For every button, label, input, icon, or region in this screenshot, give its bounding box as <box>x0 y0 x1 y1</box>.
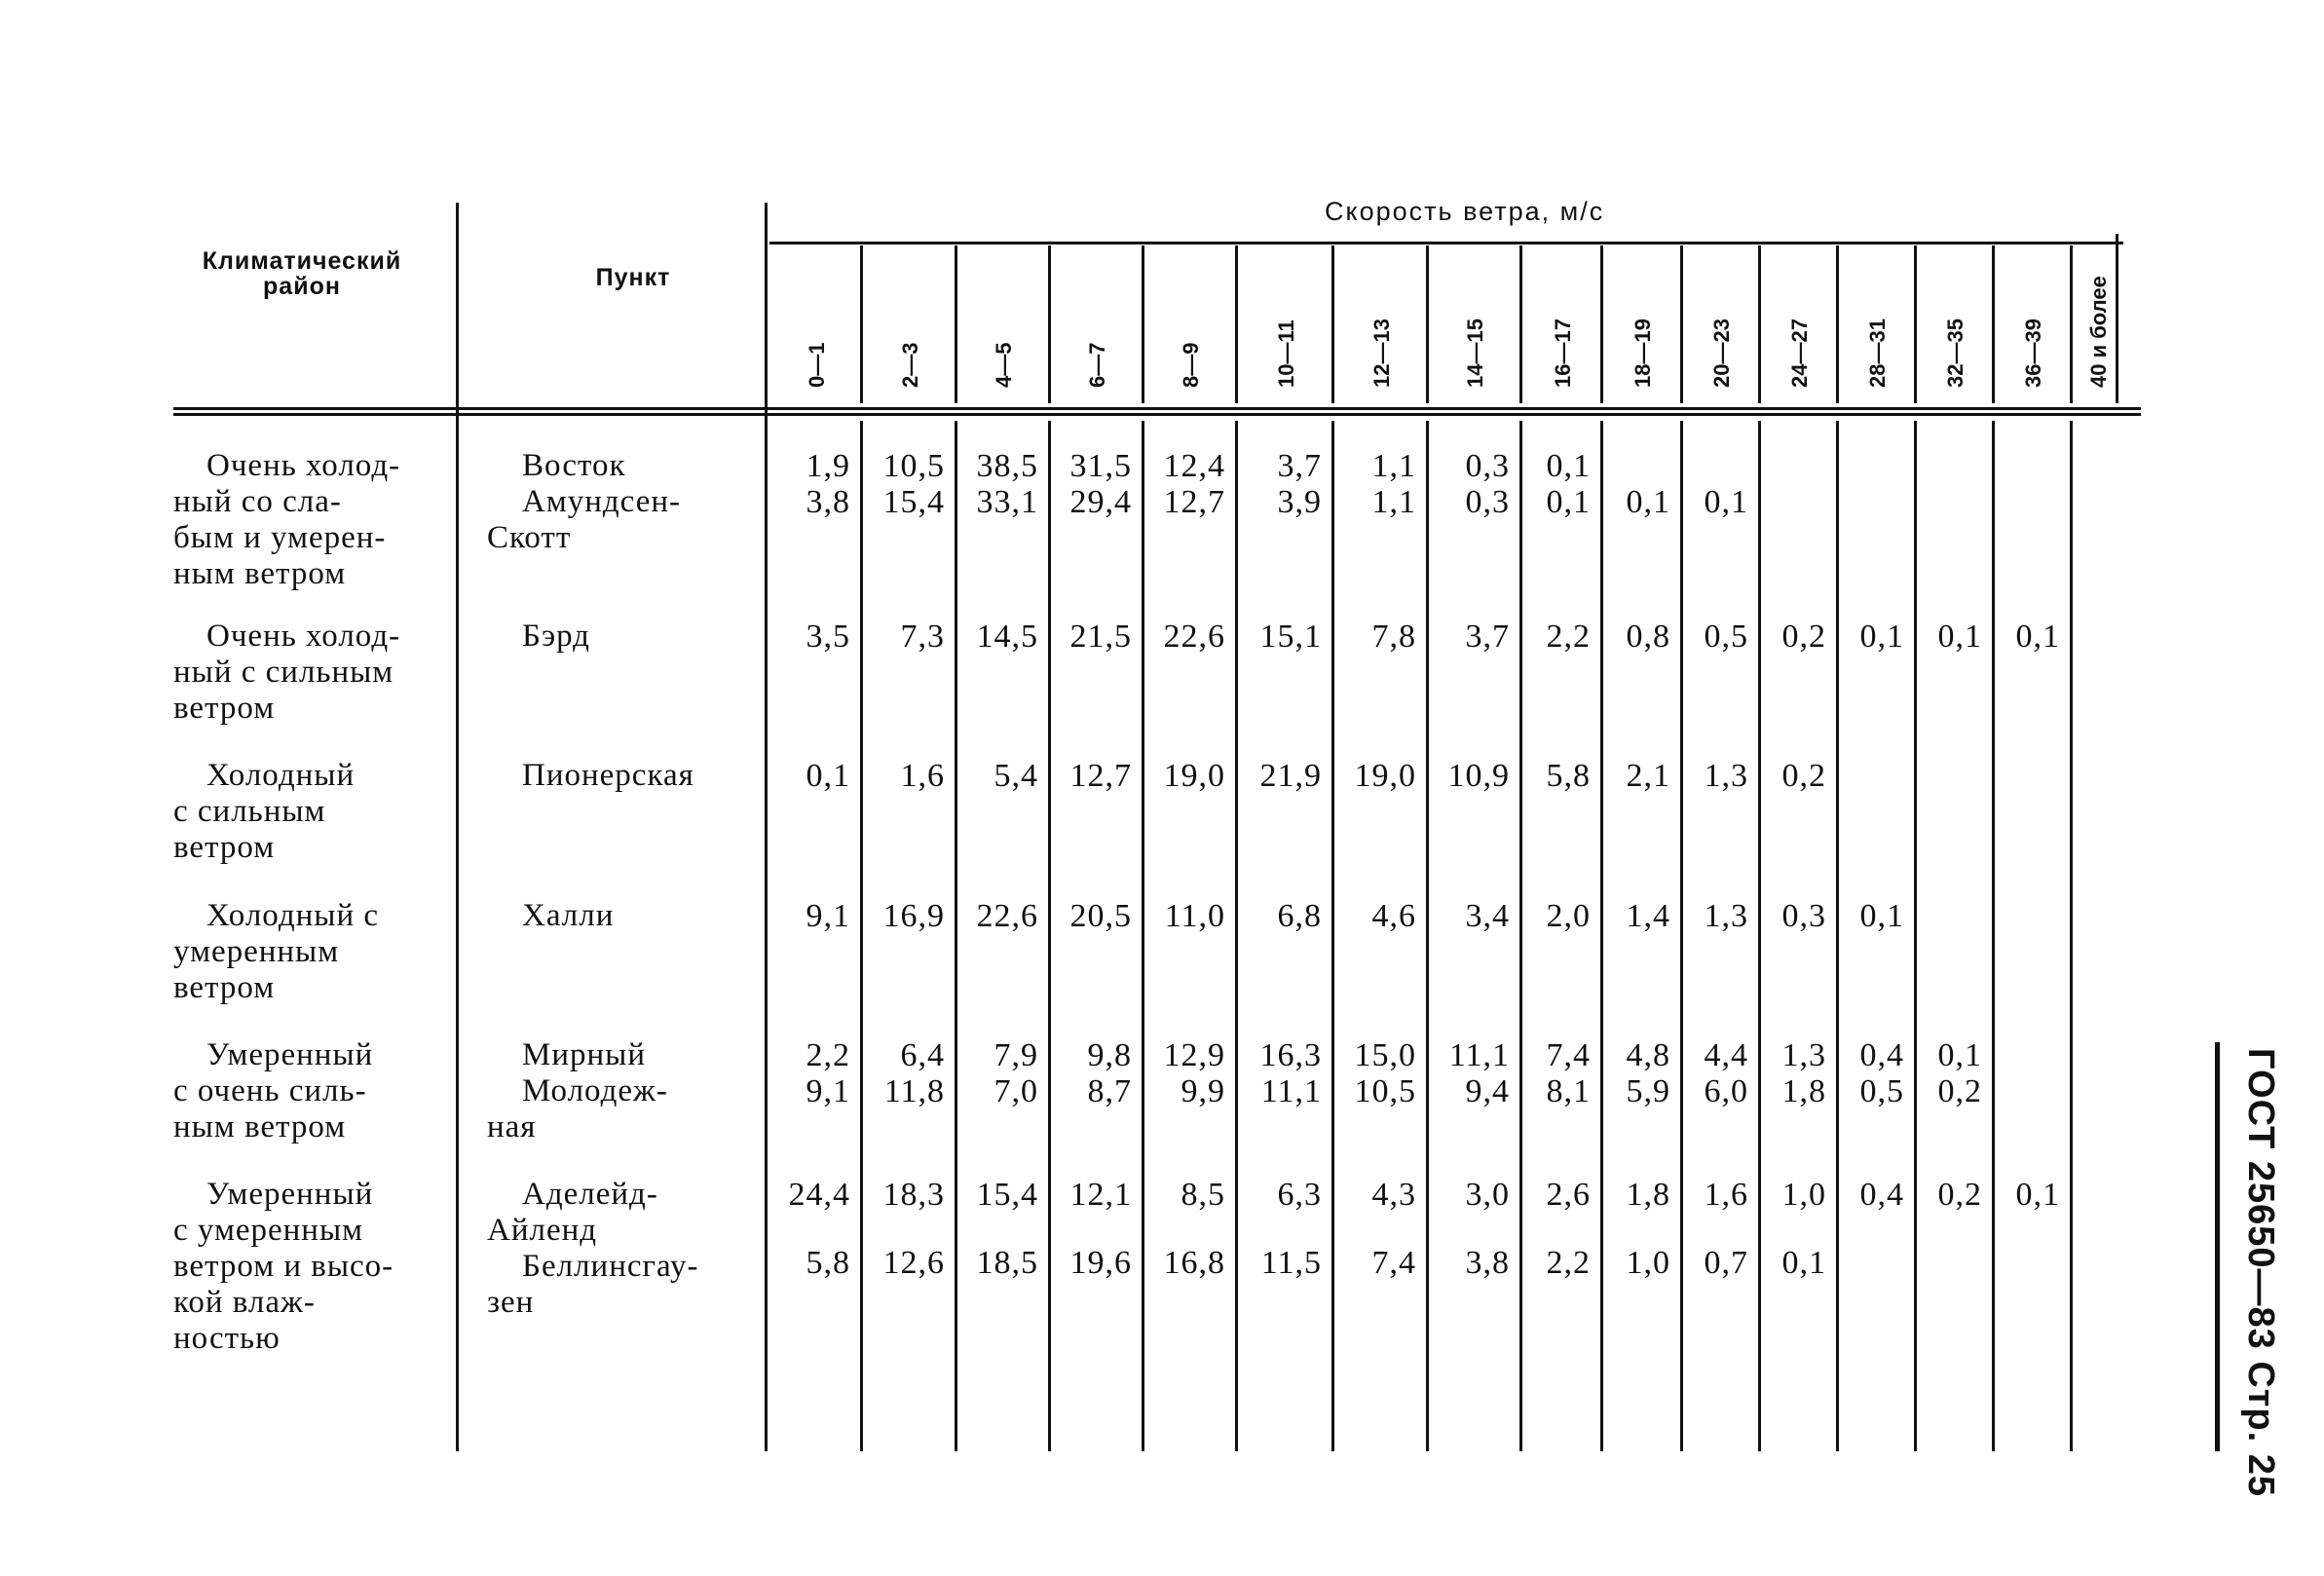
value-cell: 10,5 <box>882 448 945 484</box>
region-cell <box>173 758 355 866</box>
value-cell: 1,9 <box>806 448 850 484</box>
value-cell: 6,4 <box>900 1037 945 1073</box>
value-cell: 4,4 <box>1704 1037 1748 1073</box>
value-cell: 15,4 <box>976 1177 1038 1213</box>
column-label: 28—31 <box>1865 319 1890 388</box>
value-cell: 2,1 <box>1626 758 1670 794</box>
region-cell <box>173 1037 373 1145</box>
value-cell: 2,2 <box>1546 619 1591 655</box>
value-cell: 15,0 <box>1354 1037 1416 1073</box>
region-line: Холодный с <box>206 898 380 933</box>
value-cell: 15,4 <box>882 484 945 520</box>
value-cell: 7,4 <box>1546 1037 1591 1073</box>
region-cell <box>173 448 400 592</box>
region-line: ветром <box>173 691 276 726</box>
point-line: Аделейд- <box>522 1177 658 1212</box>
point-line: Восток <box>522 448 626 483</box>
value-cell: 0,1 <box>1781 1245 1826 1281</box>
header-column-rule <box>1142 245 1144 403</box>
column-rule <box>1758 421 1761 1451</box>
region-column-header <box>175 248 429 299</box>
header-column-rule <box>2116 234 2118 403</box>
region-line: ветром <box>173 830 276 865</box>
value-cell: 16,8 <box>1163 1245 1225 1281</box>
header-double-rule-bottom <box>173 413 2141 416</box>
column-rule <box>1048 421 1051 1451</box>
value-cell: 2,0 <box>1546 898 1591 934</box>
value-cell: 11,1 <box>1260 1073 1322 1109</box>
value-cell: 12,9 <box>1163 1037 1225 1073</box>
column-label: 36—39 <box>2021 319 2045 388</box>
side-caption-text: ГОСТ 25650—83 Стр. 25 <box>2240 1048 2281 1498</box>
region-cell <box>173 898 379 1006</box>
column-label: 14—15 <box>1463 319 1487 388</box>
value-cell: 0,8 <box>1626 619 1670 655</box>
value-cell: 0,1 <box>2015 1177 2060 1213</box>
value-cell: 6,3 <box>1277 1177 1322 1213</box>
header-column-rule <box>1235 245 1238 403</box>
value-cell: 21,9 <box>1259 758 1322 794</box>
value-cell: 3,5 <box>806 619 850 655</box>
column-rule <box>2070 421 2073 1451</box>
point-line: Айленд <box>487 1213 598 1248</box>
column-rule <box>1836 421 1839 1451</box>
value-cell: 2,2 <box>1546 1245 1591 1281</box>
value-cell: 0,1 <box>1937 619 1982 655</box>
column-rule <box>1142 421 1144 1451</box>
value-cell: 8,7 <box>1087 1073 1132 1109</box>
value-cell: 1,3 <box>1704 898 1748 934</box>
column-rule <box>860 421 863 1451</box>
value-cell: 11,0 <box>1164 898 1225 934</box>
region-line: Очень холод- <box>206 619 401 654</box>
value-cell: 2,6 <box>1546 1177 1591 1213</box>
point-line: Бэрд <box>522 619 590 654</box>
value-cell: 38,5 <box>976 448 1038 484</box>
region-line: ветром и высо- <box>173 1249 394 1284</box>
region-point-divider <box>456 203 459 1451</box>
column-rule <box>1426 421 1429 1451</box>
value-cell: 7,9 <box>993 1037 1038 1073</box>
value-cell: 9,1 <box>806 1073 850 1109</box>
value-cell: 3,0 <box>1465 1177 1510 1213</box>
header-column-rule <box>2070 245 2073 403</box>
point-cell <box>487 484 681 556</box>
region-line: с умеренным <box>173 1213 364 1248</box>
value-cell: 0,1 <box>1859 898 1904 934</box>
column-rule <box>1680 421 1683 1451</box>
column-label: 8—9 <box>1179 342 1203 388</box>
value-cell: 16,9 <box>882 898 945 934</box>
value-cell: 1,1 <box>1371 484 1416 520</box>
value-cell: 22,6 <box>1163 619 1225 655</box>
region-line: умеренным <box>173 934 340 969</box>
value-cell: 0,2 <box>1781 758 1826 794</box>
value-cell: 1,4 <box>1626 898 1670 934</box>
column-label: 2—3 <box>897 342 922 388</box>
value-cell: 20,5 <box>1069 898 1132 934</box>
value-cell: 0,1 <box>1937 1037 1982 1073</box>
value-cell: 0,4 <box>1859 1177 1904 1213</box>
point-line: ная <box>487 1109 537 1144</box>
header-column-rule <box>1426 245 1429 403</box>
value-cell: 1,3 <box>1704 758 1748 794</box>
region-line: ный с сильным <box>173 655 394 690</box>
region-header-text: Климатический район <box>202 247 402 300</box>
region-line: Холодный <box>206 758 356 793</box>
point-line: Амундсен- <box>522 484 682 519</box>
value-cell: 0,3 <box>1465 484 1510 520</box>
speed-header <box>1325 197 1604 227</box>
value-cell: 0,1 <box>806 758 850 794</box>
point-cell <box>487 619 590 655</box>
value-cell: 4,6 <box>1371 898 1416 934</box>
value-cell: 29,4 <box>1069 484 1132 520</box>
column-label: 18—19 <box>1631 319 1655 388</box>
region-line: ный со сла- <box>173 484 342 519</box>
header-column-rule <box>860 245 863 403</box>
value-cell: 9,4 <box>1465 1073 1510 1109</box>
point-line: Молодеж- <box>522 1073 668 1108</box>
region-line: ным ветром <box>173 1109 347 1144</box>
value-cell: 0,2 <box>1937 1177 1982 1213</box>
point-line: зен <box>487 1285 535 1320</box>
point-line: Беллинсгау- <box>522 1249 699 1284</box>
value-cell: 12,4 <box>1163 448 1225 484</box>
column-rule <box>1331 421 1334 1451</box>
value-cell: 11,1 <box>1448 1037 1510 1073</box>
region-line: Умеренный <box>206 1177 374 1212</box>
value-cell: 12,7 <box>1163 484 1225 520</box>
value-cell: 21,5 <box>1069 619 1132 655</box>
point-line: Пионерская <box>522 758 694 793</box>
column-rule <box>1235 421 1238 1451</box>
value-cell: 12,7 <box>1069 758 1132 794</box>
header-column-rule <box>1836 245 1839 403</box>
value-cell: 1,6 <box>1704 1177 1748 1213</box>
region-line: ным ветром <box>173 556 347 591</box>
value-cell: 10,9 <box>1447 758 1510 794</box>
value-cell: 5,9 <box>1626 1073 1670 1109</box>
point-column-header <box>545 265 721 290</box>
column-rule <box>1519 421 1522 1451</box>
value-cell: 6,0 <box>1704 1073 1748 1109</box>
value-cell: 12,1 <box>1069 1177 1132 1213</box>
column-rule <box>1914 421 1917 1451</box>
value-cell: 10,5 <box>1354 1073 1416 1109</box>
region-line: Очень холод- <box>206 448 401 483</box>
column-label: 0—1 <box>804 342 829 388</box>
value-cell: 0,1 <box>2015 619 2060 655</box>
value-cell: 8,5 <box>1181 1177 1225 1213</box>
point-cell <box>487 898 614 934</box>
value-cell: 6,8 <box>1277 898 1322 934</box>
value-cell: 1,8 <box>1781 1073 1826 1109</box>
column-rule <box>955 421 957 1451</box>
value-cell: 3,4 <box>1465 898 1510 934</box>
value-cell: 3,7 <box>1277 448 1322 484</box>
value-cell: 2,2 <box>806 1037 850 1073</box>
point-line: Скотт <box>487 520 572 555</box>
column-label: 6—7 <box>1085 342 1109 388</box>
value-cell: 14,5 <box>976 619 1038 655</box>
value-cell: 1,1 <box>1371 448 1416 484</box>
column-label: 40 и более <box>2085 276 2111 388</box>
value-cell: 0,1 <box>1704 484 1748 520</box>
speed-header-text: Скорость ветра, м/с <box>1325 197 1605 226</box>
point-line: Мирный <box>522 1037 646 1072</box>
value-cell: 7,3 <box>900 619 945 655</box>
value-cell: 18,3 <box>882 1177 945 1213</box>
column-label: 16—17 <box>1550 319 1575 388</box>
value-cell: 0,1 <box>1626 484 1670 520</box>
value-cell: 3,7 <box>1465 619 1510 655</box>
value-cell: 19,0 <box>1354 758 1416 794</box>
region-line: Умеренный <box>206 1037 374 1072</box>
column-label: 12—13 <box>1368 319 1394 388</box>
value-cell: 18,5 <box>976 1245 1038 1281</box>
point-cell <box>487 448 626 484</box>
value-cell: 3,8 <box>806 484 850 520</box>
value-cell: 19,6 <box>1069 1245 1132 1281</box>
value-cell: 0,4 <box>1859 1037 1904 1073</box>
value-cell: 22,6 <box>976 898 1038 934</box>
value-cell: 5,8 <box>806 1245 850 1281</box>
value-cell: 0,2 <box>1781 619 1826 655</box>
column-rule <box>1600 421 1603 1451</box>
value-cell: 7,0 <box>993 1073 1038 1109</box>
value-cell: 4,8 <box>1626 1037 1670 1073</box>
point-line: Халли <box>522 898 615 933</box>
value-cell: 0,3 <box>1781 898 1826 934</box>
side-caption <box>2239 1048 2281 1497</box>
side-caption-rule <box>2215 1042 2220 1451</box>
value-cell: 0,2 <box>1937 1073 1982 1109</box>
value-cell: 1,0 <box>1781 1177 1826 1213</box>
region-cell <box>173 1177 394 1357</box>
value-cell: 3,9 <box>1277 484 1322 520</box>
value-cell: 7,4 <box>1371 1245 1416 1281</box>
column-label: 4—5 <box>992 342 1016 388</box>
value-cell: 16,3 <box>1259 1037 1322 1073</box>
point-cell <box>487 1073 668 1145</box>
value-cell: 0,3 <box>1465 448 1510 484</box>
point-cell <box>487 758 694 794</box>
header-column-rule <box>955 245 957 403</box>
value-cell: 24,4 <box>788 1177 850 1213</box>
header-column-rule <box>1519 245 1522 403</box>
value-cell: 11,5 <box>1260 1245 1322 1281</box>
header-column-rule <box>1758 245 1761 403</box>
value-cell: 9,1 <box>806 898 850 934</box>
column-label: 10—11 <box>1273 319 1298 388</box>
point-cell <box>487 1177 658 1249</box>
point-header-text: Пункт <box>595 264 671 291</box>
region-line: кой влаж- <box>173 1285 316 1320</box>
value-cell: 1,8 <box>1626 1177 1670 1213</box>
value-cell: 19,0 <box>1163 758 1225 794</box>
value-cell: 9,9 <box>1181 1073 1225 1109</box>
region-line: с очень силь- <box>173 1073 367 1108</box>
value-cell: 3,8 <box>1465 1245 1510 1281</box>
value-cell: 1,6 <box>900 758 945 794</box>
value-cell: 4,3 <box>1371 1177 1416 1213</box>
column-label: 32—35 <box>1943 319 1968 388</box>
region-line: ностью <box>173 1321 281 1356</box>
value-cell: 11,8 <box>883 1073 945 1109</box>
region-cell <box>173 619 400 727</box>
value-cell: 33,1 <box>976 484 1038 520</box>
header-column-rule <box>1048 245 1051 403</box>
value-cell: 0,5 <box>1704 619 1748 655</box>
header-column-rule <box>1680 245 1683 403</box>
value-cell: 5,4 <box>993 758 1038 794</box>
column-label: 20—23 <box>1709 319 1734 388</box>
value-cell: 1,0 <box>1626 1245 1670 1281</box>
point-cell <box>487 1037 646 1073</box>
value-cell: 5,8 <box>1546 758 1591 794</box>
column-label: 24—27 <box>1787 319 1812 388</box>
value-cell: 15,1 <box>1259 619 1322 655</box>
point-values-divider <box>765 203 768 1451</box>
value-cell: 12,6 <box>882 1245 945 1281</box>
header-column-rule <box>1600 245 1603 403</box>
point-cell <box>487 1249 699 1321</box>
region-line: бым и умерен- <box>173 520 387 555</box>
value-cell: 7,8 <box>1371 619 1416 655</box>
value-cell: 31,5 <box>1069 448 1132 484</box>
header-double-rule-top <box>173 407 2141 410</box>
value-cell: 8,1 <box>1546 1073 1591 1109</box>
region-line: ветром <box>173 970 276 1005</box>
value-cell: 0,1 <box>1546 448 1591 484</box>
value-cell: 0,1 <box>1546 484 1591 520</box>
header-column-rule <box>1331 245 1334 403</box>
value-cell: 0,5 <box>1859 1073 1904 1109</box>
value-cell: 9,8 <box>1087 1037 1132 1073</box>
header-column-rule <box>1992 245 1995 403</box>
header-column-rule <box>1914 245 1917 403</box>
value-cell: 0,7 <box>1704 1245 1748 1281</box>
column-rule <box>1992 421 1995 1451</box>
value-cell: 1,3 <box>1781 1037 1826 1073</box>
value-cell: 0,1 <box>1859 619 1904 655</box>
speed-header-rule <box>769 242 2123 244</box>
region-line: с сильным <box>173 794 326 829</box>
